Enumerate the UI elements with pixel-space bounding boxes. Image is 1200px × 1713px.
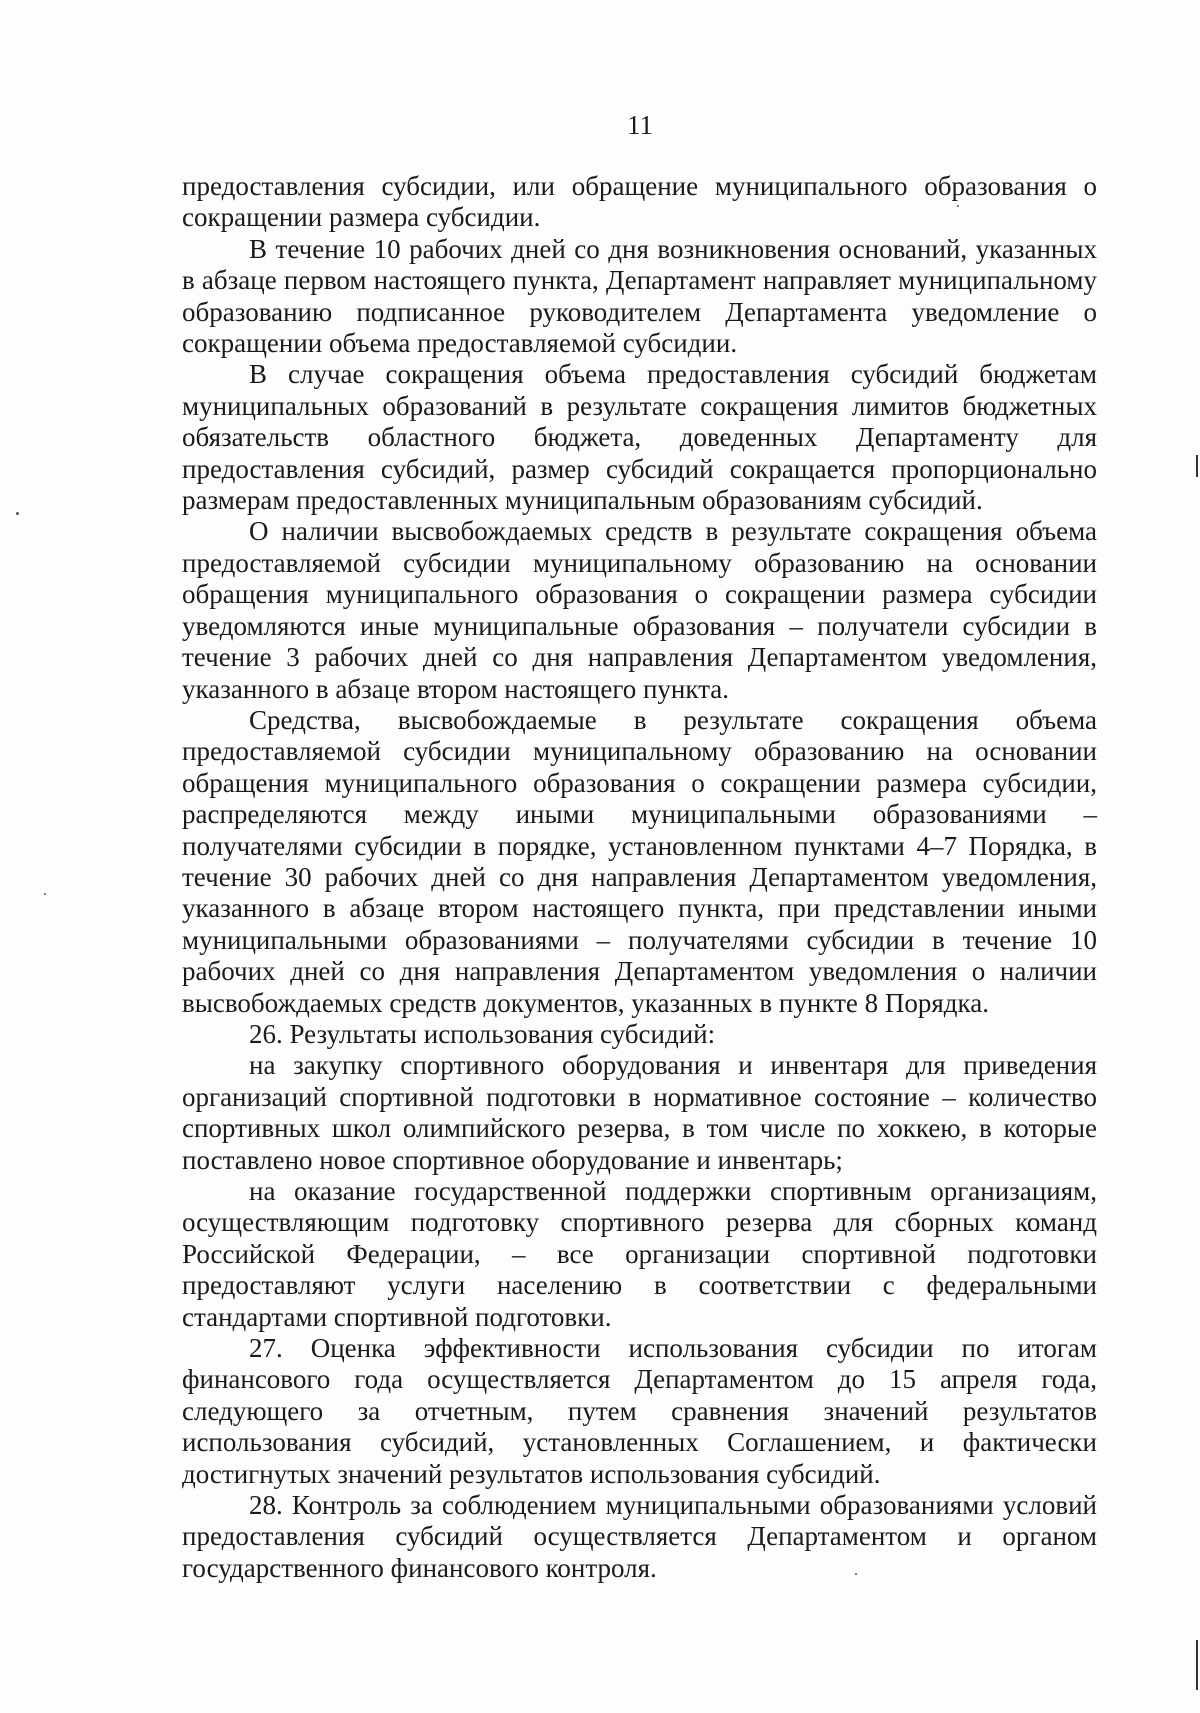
scan-speck bbox=[44, 893, 46, 895]
paragraph-26-support-result: на оказание государственной поддержки спортивным организациям, осуществляющим подготовку спортивного резерва для сборных команд Российской Федерации, – все организации спортивной подготовки предоставляют услуги населению в соответствии с федеральными стандартами спортивной подготовки. bbox=[182, 1176, 1097, 1332]
document-body bbox=[182, 171, 1097, 1584]
scan-speck bbox=[855, 1573, 857, 1575]
paragraph-released-funds-distribution: Средства, высвобождаемые в результате сокращения объема предоставляемой субсидии муниципальному образованию на основании обращения муниципального образования о сокращении размера субсидии, распределяются между иными муниципальными образованиями – получателями субсидии в порядке, установленном пунктами 4–7 Порядка, в течение 30 рабочих дней со дня направления Департаментом уведомления, указанного в абзаце втором настоящего пункта, при представлении иными муниципальными образованиями – получателями субсидии в течение 10 рабочих дней со дня направления Департаментом уведомления о наличии высвобождаемых средств документов, указанных в пункте 8 Порядка. bbox=[182, 704, 1097, 1018]
paragraph-proportional-reduction: В случае сокращения объема предоставления субсидий бюджетам муниципальных образований в результате сокращения лимитов бюджетных обязательств областного бюджета, доведенных Департаменту для предоставления субсидий, размер субсидий сокращается пропорционально размерам предоставленных муниципальным образованиям субсидий. bbox=[182, 359, 1097, 516]
paragraph-26-equipment-result: на закупку спортивного оборудования и инвентаря для приведения организаций спортивной подготовки в нормативное состояние – количество спортивных школ олимпийского резерва, в том числе по хоккею, в которые поставлено новое спортивное оборудование и инвентарь; bbox=[182, 1050, 1097, 1175]
paragraph-28-control: 28. Контроль за соблюдением муниципальными образованиями условий предоставления субсидий осуществляется Департаментом и органом государственного финансового контроля. bbox=[182, 1490, 1097, 1583]
scan-edge-mark bbox=[1196, 455, 1198, 477]
page-number: 11 bbox=[627, 110, 653, 140]
paragraph-released-funds-notice: О наличии высвобождаемых средств в результате сокращения объема предоставляемой субсидии муниципальному образованию на основании обращения муниципального образования о сокращении размера субсидии уведомляются иные муниципальные образования – получатели субсидии в течение 3 рабочих дней со дня направления Департаментом уведомления, указанного в абзаце втором настоящего пункта. bbox=[182, 516, 1097, 704]
scan-edge-mark bbox=[1196, 1640, 1198, 1690]
paragraph-26-results-heading: 26. Результаты использования субсидий: bbox=[249, 1018, 716, 1049]
paragraph-notification-deadline: В течение 10 рабочих дней со дня возникновения оснований, указанных в абзаце первом настоящего пункта, Департамент направляет муниципальному образованию подписанное руководителем Департамента уведомление о сокращении объема предоставляемой субсидии. bbox=[182, 233, 1097, 359]
scan-speck bbox=[16, 512, 19, 515]
paragraph-27-efficiency-assessment: 27. Оценка эффективности использования субсидии по итогам финансового года осуществляется Департаментом до 15 апреля года, следующего за отчетным, путем сравнения значений результатов использования субсидий, установленных Соглашением, и фактически достигнутых значений результатов использования субсидий. bbox=[182, 1333, 1097, 1489]
scan-speck bbox=[957, 205, 959, 207]
paragraph-continuation: предоставления субсидии, или обращение муниципального образования о сокращении размера субсидии. bbox=[182, 171, 1097, 233]
